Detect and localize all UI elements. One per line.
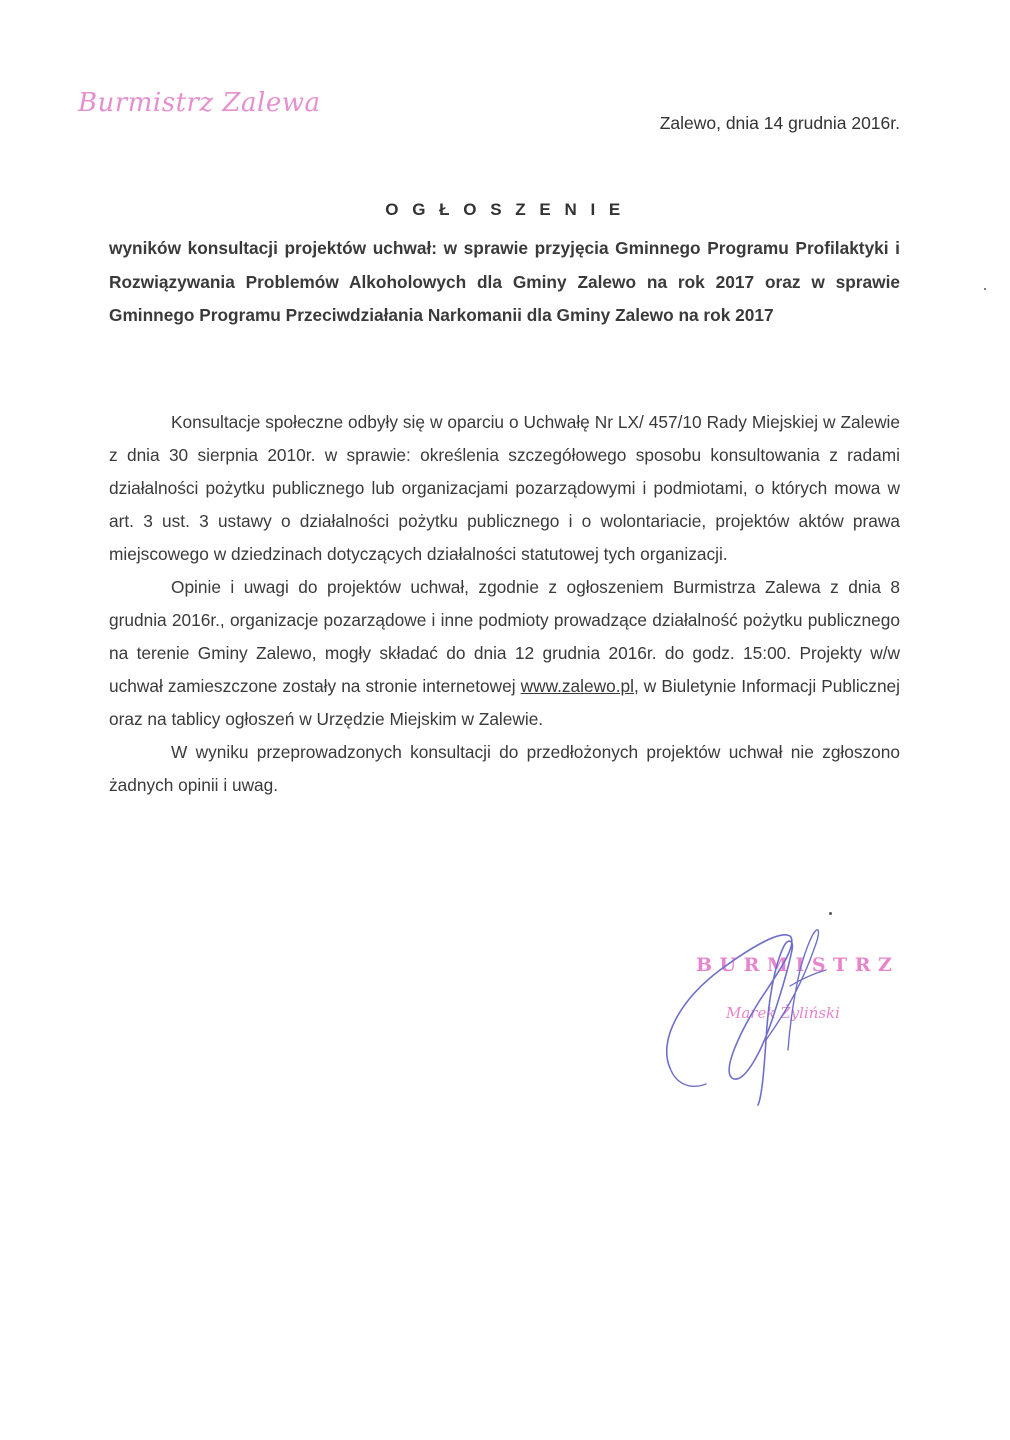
website-link[interactable]: www.zalewo.pl <box>520 676 634 696</box>
stamp-name: Marek Żyliński <box>726 1004 840 1022</box>
paragraph-1: Konsultacje społeczne odbyły się w oparciu o Uchwałę Nr LX/ 457/10 Rady Miejskiej w Zalewie z dnia 30 sierpnia 2010r. w sprawie: określenia szczegółowego sposobu konsultowania z radami działalności pożytku publicznego lub organizacjami pozarządowymi i podmiotami, o których mowa w art. 3 ust. 3 ustawy o działalności pożytku publicznego i o wolontariacie, projektów aktów prawa miejscowego w dziedzinach dotyczących działalności statutowej tych organizacji. <box>109 412 900 564</box>
document-subject: wyników konsultacji projektów uchwał: w sprawie przyjęcia Gminnego Programu Profilaktyki i Rozwiązywania Problemów Alkoholowych dla Gminy Zalewo na rok 2017 oraz w sprawie Gminnego Programu Przeciwdziałania Narkomanii dla Gminy Zalewo na rok 2017 <box>109 238 900 325</box>
date-line: Zalewo, dnia 14 grudnia 2016r. <box>659 113 900 133</box>
letterhead: Burmistrz Zalewa <box>78 88 321 118</box>
mayor-stamp <box>640 900 900 1120</box>
paper-speck <box>829 912 832 915</box>
paper-speck <box>984 288 986 290</box>
document-body <box>109 406 900 802</box>
paragraph-3: W wyniku przeprowadzonych konsultacji do przedłożonych projektów uchwał nie zgłoszono żadnych opinii i uwag. <box>109 742 900 795</box>
signature-icon <box>640 900 900 1120</box>
paragraph-2 <box>109 571 900 736</box>
paragraph-2-text-end: , w Biuletynie Informacji Publicznej oraz na tablicy ogłoszeń w Urzędzie Miejskim w Zalewie. <box>109 676 901 729</box>
document-heading: O G Ł O S Z E N I E <box>385 200 625 219</box>
stamp-title: BURMISTRZ <box>696 954 900 976</box>
paragraph-2-text-start: Opinie i uwagi do projektów uchwał, zgodnie z ogłoszeniem Burmistrza Zalewa z dnia 8 grudnia 2016r., organizacje pozarządowe i inne podmioty prowadzące działalność pożytku publicznego na terenie Gminy Zalewo, mogły składać do dnia 12 grudnia 2016r. do godz. 15:00. Projekty w/w uchwał zamieszczone zostały na stronie internetowej <box>109 577 900 696</box>
